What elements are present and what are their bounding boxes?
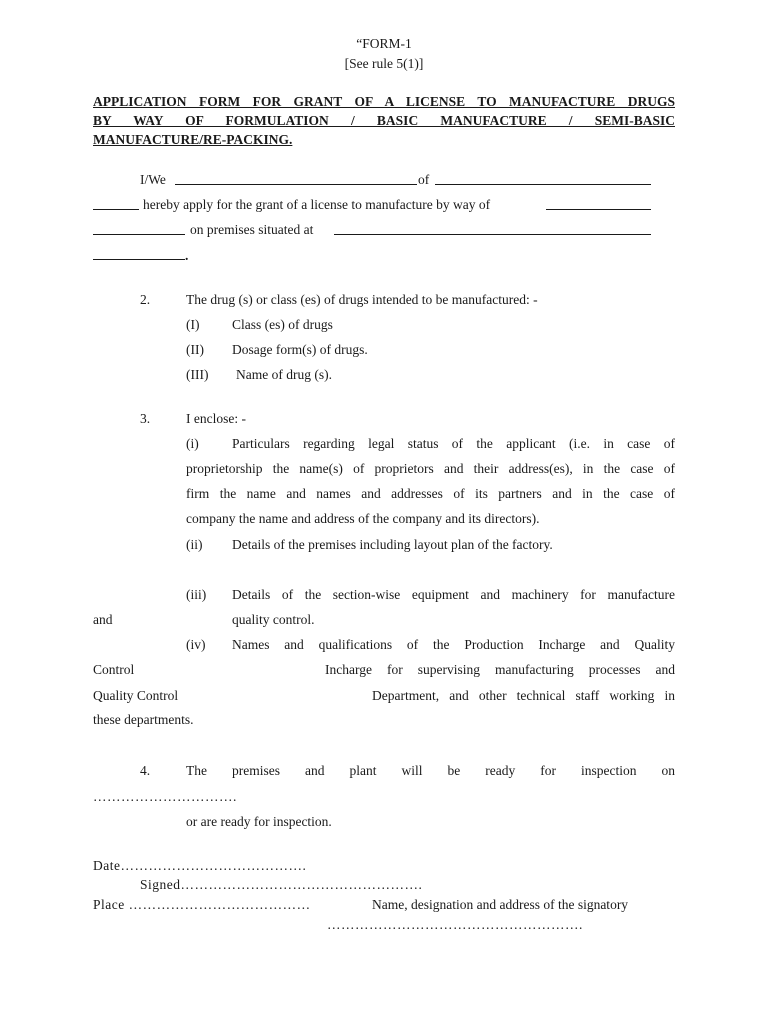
- item-4-word: premises: [232, 763, 280, 778]
- item-3-iv-line-1: Names and qualifications of the Production Incharge and Quality: [232, 637, 675, 652]
- item-3-iv-number: (iv): [186, 637, 206, 652]
- rule-reference: [See rule 5(1)]: [344, 56, 424, 71]
- item-3-iii-number: (iii): [186, 587, 207, 602]
- title-line-3: MANUFACTURE/RE-PACKING.: [93, 132, 293, 147]
- signatory-dots[interactable]: ……………………………………………….: [327, 917, 583, 932]
- item-4-word: plant: [349, 763, 377, 778]
- para1-period: .: [185, 248, 189, 263]
- address-blank-continued[interactable]: [93, 197, 139, 210]
- item-2-sub-3-text: Name of drug (s).: [236, 367, 332, 382]
- item-3-iv-line-2: Incharge for supervising manufacturing processes and: [325, 662, 675, 677]
- title-line-2: BY WAY OF FORMULATION / BASIC MANUFACTURE / SEMI-BASIC: [93, 113, 675, 128]
- item-3-iii-and: and: [93, 612, 113, 627]
- item-3-number: 3.: [140, 411, 151, 426]
- item-3-iv-line-4: these departments.: [93, 712, 194, 727]
- item-3-ii-text: Details of the premises including layout plan of the factory.: [232, 537, 553, 552]
- date-field[interactable]: Date………………………………….: [93, 858, 307, 873]
- item-4-word: for: [540, 763, 556, 778]
- item-3-i-line-3: firm the name and names and addresses of its partners and in the case of: [186, 486, 675, 501]
- signed-field[interactable]: Signed…………………………………………….: [140, 877, 423, 892]
- premises-blank-continued[interactable]: [93, 247, 185, 260]
- item-3-i-number: (i): [186, 436, 199, 451]
- of-label: of: [418, 172, 430, 187]
- item-4-word: ready: [485, 763, 516, 778]
- manufacture-way-blank-continued[interactable]: [93, 222, 185, 235]
- item-2-text: The drug (s) or class (es) of drugs intended to be manufactured: -: [186, 292, 538, 307]
- item-3-iv-quality-control: Quality Control: [93, 688, 179, 703]
- signatory-label: Name, designation and address of the signatory: [372, 897, 629, 912]
- apply-text: hereby apply for the grant of a license to manufacture by way of: [143, 197, 491, 212]
- iwe-label: I/We: [140, 172, 166, 187]
- item-2-sub-1-number: (I): [186, 317, 200, 332]
- item-3-iv-control: Control: [93, 662, 135, 677]
- item-4-word: and: [305, 763, 325, 778]
- title-line-1: APPLICATION FORM FOR GRANT OF A LICENSE TO MANUFACTURE DRUGS: [93, 94, 675, 109]
- premises-text: on premises situated at: [190, 222, 314, 237]
- item-2-sub-3-number: (III): [186, 367, 209, 382]
- item-4-word: on: [661, 763, 675, 778]
- item-3-iii-line-1: Details of the section-wise equipment and machinery for manufacture: [232, 587, 675, 602]
- item-3-text: I enclose: -: [186, 411, 246, 426]
- item-3-i-line-2: proprietorship the name(s) of proprietors and their address(es), in the case of: [186, 461, 675, 476]
- premises-blank[interactable]: [334, 222, 651, 235]
- item-4-word: The: [186, 763, 207, 778]
- item-2-sub-1-text: Class (es) of drugs: [232, 317, 333, 332]
- item-3-i-line-1: Particulars regarding legal status of the applicant (i.e. in case of: [232, 436, 675, 451]
- item-4-line-2: or are ready for inspection.: [186, 814, 332, 829]
- item-2-number: 2.: [140, 292, 151, 307]
- form-number: “FORM-1: [356, 36, 412, 51]
- item-4-word: inspection: [581, 763, 637, 778]
- item-4-line-1: [186, 763, 675, 779]
- inspection-date-dots[interactable]: ………………………….: [93, 789, 237, 804]
- item-4-number: 4.: [140, 763, 151, 778]
- item-2-sub-2-text: Dosage form(s) of drugs.: [232, 342, 368, 357]
- item-3-ii-number: (ii): [186, 537, 203, 552]
- item-3-i-line-4: company the name and address of the company and its directors).: [186, 511, 540, 526]
- item-2-sub-2-number: (II): [186, 342, 204, 357]
- item-4-word: will: [401, 763, 423, 778]
- place-field[interactable]: Place …………………………………: [93, 897, 311, 912]
- address-blank[interactable]: [435, 172, 651, 185]
- item-3-iii-line-2: quality control.: [232, 612, 315, 627]
- item-4-word: be: [447, 763, 461, 778]
- manufacture-way-blank[interactable]: [546, 197, 651, 210]
- name-blank[interactable]: [175, 172, 417, 185]
- item-3-iv-line-3: Department, and other technical staff working in: [372, 688, 675, 703]
